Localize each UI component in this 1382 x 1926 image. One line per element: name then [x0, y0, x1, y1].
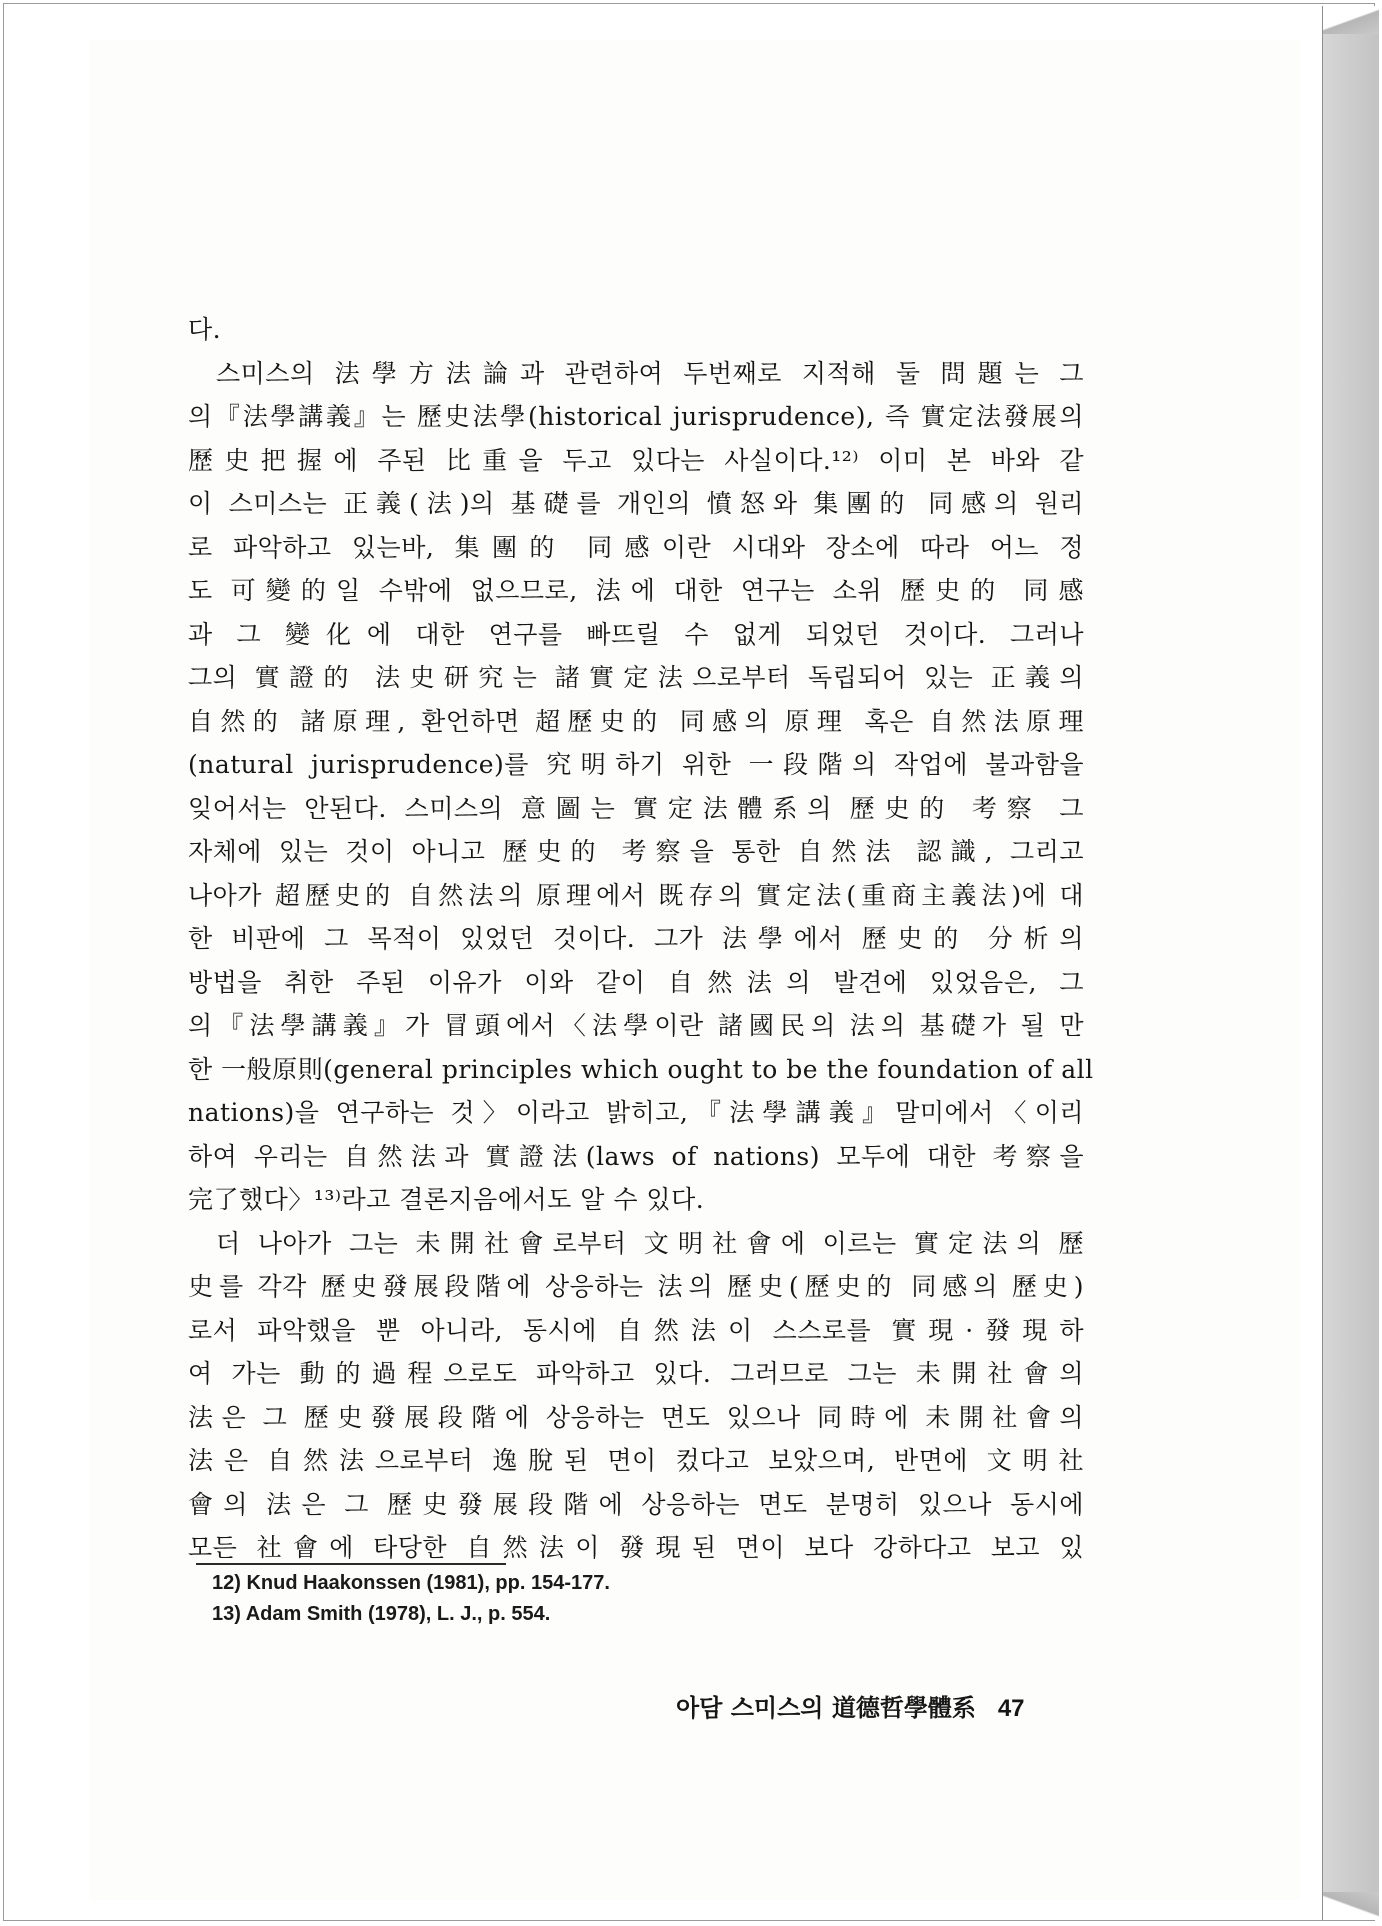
text-line: 한 一般原則(general principles which ought to be the foundation of all: [188, 1054, 1094, 1084]
running-title: 아담 스미스의 道德哲學體系: [676, 1693, 976, 1722]
text-line: 과 그 變化에 대한 연구를 빠뜨릴 수 없게 되었던 것이다. 그러나: [188, 619, 1084, 649]
text-line: 자체에 있는 것이 아니고 歷史的 考察을 통한 自然法 認識, 그리고: [188, 837, 1084, 866]
text-line: 會의 法은 그 歷史發展段階에 상응하는 면도 분명히 있으나 동시에: [188, 1489, 1084, 1519]
text-line: 스미스의 法學方法論과 관련하여 두번째로 지적해 둘 問題는 그: [216, 358, 1084, 388]
text-line: (natural jurisprudence)를 究明하기 위한 一段階의 작업에 불과함을: [188, 750, 1084, 779]
text-line: 모든 社會에 타당한 自然法이 發現된 면이 보다 강하다고 보고 있: [188, 1533, 1084, 1562]
footnote-divider: [196, 1563, 506, 1565]
text-line: 史를 각각 歷史發展段階에 상응하는 法의 歷史(歷史的 同感의 歷史): [188, 1272, 1084, 1301]
text-line: 이 스미스는 正義(法)의 基礎를 개인의 憤怒와 集團的 同感의 원리: [188, 489, 1084, 518]
text-line: 도 可變的일 수밖에 없으므로, 法에 대한 연구는 소위 歷史的 同感: [188, 576, 1084, 605]
text-line: 방법을 취한 주된 이유가 이와 같이 自然法의 발견에 있었음은, 그: [188, 967, 1084, 997]
text-line: 나아가 超歷史的 自然法의 原理에서 既存의 實定法(重商主義法)에 대: [188, 880, 1084, 910]
text-line: 로서 파악했을 뿐 아니라, 동시에 自然法이 스스로를 實現·發現하: [188, 1315, 1084, 1345]
body-text: [188, 308, 1094, 1570]
text-line: 로 파악하고 있는바, 集團的 同感이란 시대와 장소에 따라 어느 정: [188, 532, 1084, 562]
text-line: 하여 우리는 自然法과 實證法(laws of nations) 모두에 대한 考察을: [188, 1141, 1084, 1171]
text-line: 法은 自然法으로부터 逸脫된 면이 컸다고 보았으며, 반면에 文明社: [188, 1446, 1084, 1475]
text-line: 그의 實證的 法史研究는 諸實定法으로부터 독립되어 있는 正義의: [188, 663, 1084, 692]
running-footer: [676, 1688, 1076, 1723]
text-line: 歷史把握에 주된 比重을 두고 있다는 사실이다.¹²⁾ 이미 본 바와 같: [188, 445, 1084, 475]
text-line: 여 가는 動的過程으로도 파악하고 있다. 그러므로 그는 未開社會의: [188, 1359, 1084, 1388]
text-line: 잊어서는 안된다. 스미스의 意圖는 實定法體系의 歷史的 考察 그: [188, 793, 1084, 823]
text-line: 法은 그 歷史發展段階에 상응하는 면도 있으나 同時에 未開社會의: [188, 1402, 1084, 1432]
text-line: 다.: [188, 315, 222, 344]
text-line: 더 나아가 그는 未開社會로부터 文明社會에 이르는 實定法의 歷: [216, 1228, 1084, 1258]
text-line: 의『法學講義』가 冒頭에서〈法學이란 諸國民의 法의 基礎가 될 만: [188, 1011, 1084, 1040]
footnote-13: 13) Adam Smith (1978), L. J., p. 554.: [212, 1603, 551, 1625]
text-line: 完了했다〉¹³⁾라고 결론지음에서도 알 수 있다.: [188, 1185, 705, 1214]
text-line: nations)을 연구하는 것〉이라고 밝히고,『法學講義』말미에서〈이리: [188, 1098, 1084, 1127]
page-number: 47: [997, 1695, 1025, 1722]
page-edge-shadow: [1322, 6, 1379, 1920]
text-line: 한 비판에 그 목적이 있었던 것이다. 그가 法學에서 歷史的 分析의: [188, 924, 1084, 953]
footnote-12: 12) Knud Haakonssen (1981), pp. 154-177.: [212, 1572, 610, 1594]
text-line: 의『法學講義』는 歷史法學(historical jurisprudence), 즉 實定法發展의: [188, 402, 1084, 431]
footnotes: [212, 1568, 912, 1630]
text-line: 自然的 諸原理, 환언하면 超歷史的 同感의 原理 혹은 自然法原理: [188, 706, 1084, 736]
